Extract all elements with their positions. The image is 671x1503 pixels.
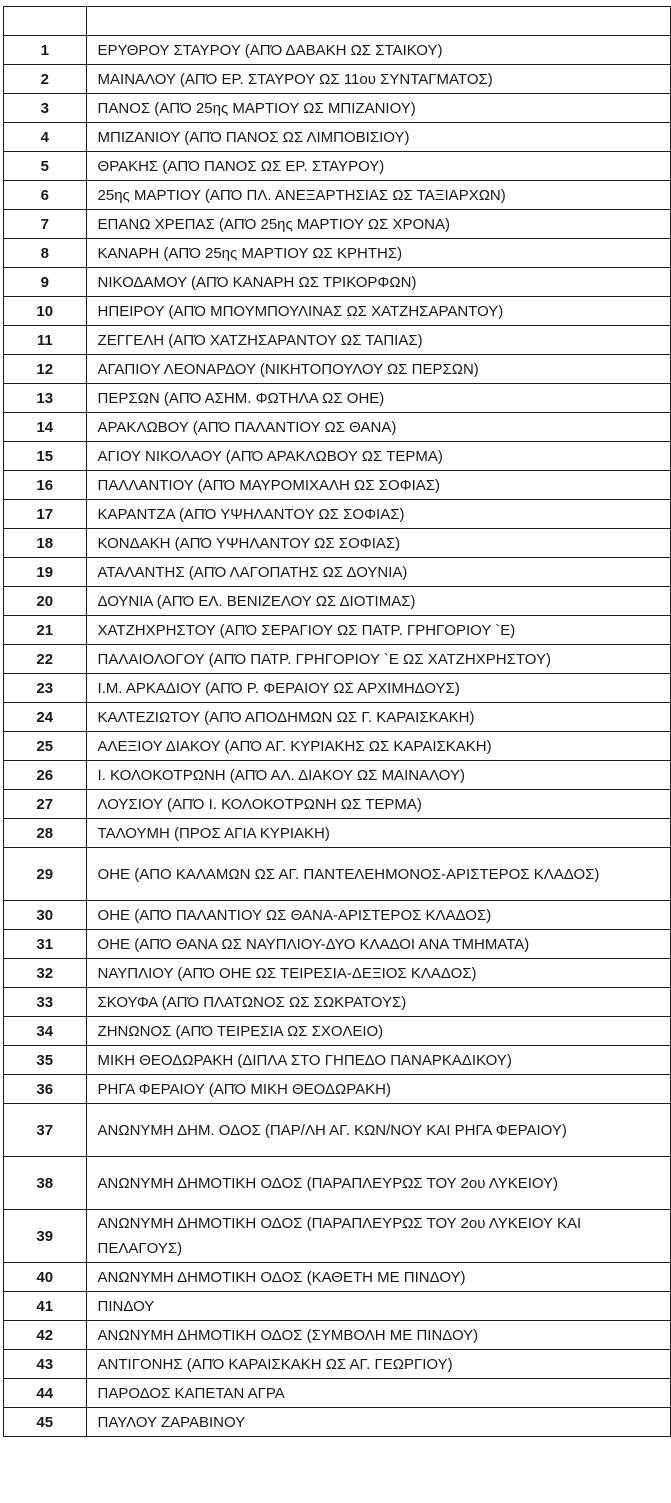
header-description-cell <box>86 7 670 36</box>
row-number-cell: 36 <box>4 1075 87 1104</box>
street-description-cell: ΚΑΡΑΝΤΖΑ (ΑΠΌ ΥΨΗΛΑΝΤΟΥ ΩΣ ΣΟΦΙΑΣ) <box>86 500 670 529</box>
row-number-cell: 31 <box>4 930 87 959</box>
table-row <box>4 790 671 819</box>
street-description-cell: ΠΑΝΟΣ (ΑΠΌ 25ης ΜΑΡΤΙΟΥ ΩΣ ΜΠΙΖΑΝΙΟΥ) <box>86 94 670 123</box>
table-row <box>4 1379 671 1408</box>
street-description-cell: ΑΝΩΝΥΜΗ ΔΗΜΟΤΙΚΗ ΟΔΟΣ (ΠΑΡΑΠΛΕΥΡΩΣ ΤΟΥ 2ου ΛΥΚΕΙΟΥ) <box>86 1157 670 1210</box>
row-number-cell: 14 <box>4 413 87 442</box>
street-list-table <box>3 6 671 1437</box>
street-description-cell: ΗΠΕΙΡΟΥ (ΑΠΌ ΜΠΟΥΜΠΟΥΛΙΝΑΣ ΩΣ ΧΑΤΖΗΣΑΡΑΝΤΟΥ) <box>86 297 670 326</box>
row-number-cell: 27 <box>4 790 87 819</box>
street-description-cell: ΠΑΛΑΙΟΛΟΓΟΥ (ΑΠΌ ΠΑΤΡ. ΓΡΗΓΟΡΙΟΥ `Ε ΩΣ ΧΑΤΖΗΧΡΗΣΤΟΥ) <box>86 645 670 674</box>
table-row <box>4 761 671 790</box>
street-description-cell: ΟΗΕ (ΑΠΟ ΚΑΛΑΜΩΝ ΩΣ ΑΓ. ΠΑΝΤΕΛΕΗΜΟΝΟΣ-ΑΡΙΣΤΕΡΟΣ ΚΛΑΔΟΣ) <box>86 848 670 901</box>
street-description-cell: ΜΠΙΖΑΝΙΟΥ (ΑΠΌ ΠΑΝΟΣ ΩΣ ΛΙΜΠΟΒΙΣΙΟΥ) <box>86 123 670 152</box>
street-description-cell: ΡΗΓΑ ΦΕΡΑΙΟΥ (ΑΠΌ ΜΙΚΗ ΘΕΟΔΩΡΑΚΗ) <box>86 1075 670 1104</box>
table-row <box>4 1157 671 1210</box>
row-number-cell: 37 <box>4 1104 87 1157</box>
table-row <box>4 471 671 500</box>
street-description-cell: ΣΚΟΥΦΑ (ΑΠΌ ΠΛΑΤΩΝΟΣ ΩΣ ΣΩΚΡΑΤΟΥΣ) <box>86 988 670 1017</box>
table-row <box>4 558 671 587</box>
row-number-cell: 43 <box>4 1350 87 1379</box>
table-row <box>4 326 671 355</box>
table-row <box>4 1104 671 1157</box>
street-description-cell: ΑΝΩΝΥΜΗ ΔΗΜΟΤΙΚΗ ΟΔΟΣ (ΣΥΜΒΟΛΗ ΜΕ ΠΙΝΔΟΥ) <box>86 1321 670 1350</box>
table-row <box>4 181 671 210</box>
table-row <box>4 65 671 94</box>
street-description-cell: ΛΟΥΣΙΟΥ (ΑΠΌ Ι. ΚΟΛΟΚΟΤΡΩΝΗ ΩΣ ΤΕΡΜΑ) <box>86 790 670 819</box>
table-row <box>4 1210 671 1263</box>
row-number-cell: 45 <box>4 1408 87 1437</box>
row-number-cell: 29 <box>4 848 87 901</box>
street-description-cell: ΖΗΝΩΝΟΣ (ΑΠΌ ΤΕΙΡΕΣΙΑ ΩΣ ΣΧΟΛΕΙΟ) <box>86 1017 670 1046</box>
table-row <box>4 988 671 1017</box>
street-description-cell: ΚΑΛΤΕΖΙΩΤΟΥ (ΑΠΌ ΑΠΟΔΗΜΩΝ ΩΣ Γ. ΚΑΡΑΙΣΚΑΚΗ) <box>86 703 670 732</box>
table-body <box>4 7 671 1437</box>
table-row <box>4 616 671 645</box>
table-row <box>4 1292 671 1321</box>
table-row <box>4 848 671 901</box>
table-row <box>4 587 671 616</box>
table-row <box>4 442 671 471</box>
table-row <box>4 239 671 268</box>
table-row <box>4 674 671 703</box>
table-row <box>4 529 671 558</box>
street-description-cell: ΚΑΝΑΡΗ (ΑΠΌ 25ης ΜΑΡΤΙΟΥ ΩΣ ΚΡΗΤΗΣ) <box>86 239 670 268</box>
street-description-cell: ΤΑΛΟΥΜΗ (ΠΡΟΣ ΑΓΙΑ ΚΥΡΙΑΚΗ) <box>86 819 670 848</box>
table-row <box>4 1408 671 1437</box>
table-row <box>4 1263 671 1292</box>
table-row <box>4 1321 671 1350</box>
street-description-cell: ΜΑΙΝΑΛΟΥ (ΑΠΌ ΕΡ. ΣΤΑΥΡΟΥ ΩΣ 11ου ΣΥΝΤΑΓΜΑΤΟΣ) <box>86 65 670 94</box>
table-row <box>4 930 671 959</box>
street-description-cell: ΝΑΥΠΛΙΟΥ (ΑΠΌ ΟΗΕ ΩΣ ΤΕΙΡΕΣΙΑ-ΔΕΞΙΟΣ ΚΛΑΔΟΣ) <box>86 959 670 988</box>
row-number-cell: 33 <box>4 988 87 1017</box>
street-description-cell: ΑΤΑΛΑΝΤΗΣ (ΑΠΌ ΛΑΓΟΠΑΤΗΣ ΩΣ ΔΟΥΝΙΑ) <box>86 558 670 587</box>
row-number-cell: 35 <box>4 1046 87 1075</box>
header-number-cell <box>4 7 87 36</box>
row-number-cell: 39 <box>4 1210 87 1263</box>
street-description-cell: ΑΝΩΝΥΜΗ ΔΗΜ. ΟΔΟΣ (ΠΑΡ/ΛΗ ΑΓ. ΚΩΝ/ΝΟΥ ΚΑΙ ΡΗΓΑ ΦΕΡΑΙΟΥ) <box>86 1104 670 1157</box>
row-number-cell: 38 <box>4 1157 87 1210</box>
row-number-cell: 26 <box>4 761 87 790</box>
row-number-cell: 15 <box>4 442 87 471</box>
row-number-cell: 5 <box>4 152 87 181</box>
row-number-cell: 20 <box>4 587 87 616</box>
row-number-cell: 11 <box>4 326 87 355</box>
table-row <box>4 210 671 239</box>
table-row <box>4 413 671 442</box>
row-number-cell: 6 <box>4 181 87 210</box>
street-description-cell: ΟΗΕ (ΑΠΌ ΠΑΛΑΝΤΙΟΥ ΩΣ ΘΑΝΑ-ΑΡΙΣΤΕΡΟΣ ΚΛΑΔΟΣ) <box>86 901 670 930</box>
table-row <box>4 36 671 65</box>
row-number-cell: 18 <box>4 529 87 558</box>
table-row <box>4 297 671 326</box>
street-description-cell: ΘΡΑΚΗΣ (ΑΠΌ ΠΑΝΟΣ ΩΣ ΕΡ. ΣΤΑΥΡΟΥ) <box>86 152 670 181</box>
table-row <box>4 355 671 384</box>
row-number-cell: 16 <box>4 471 87 500</box>
row-number-cell: 34 <box>4 1017 87 1046</box>
table-row <box>4 152 671 181</box>
table-row <box>4 645 671 674</box>
street-description-cell: ΑΝΩΝΥΜΗ ΔΗΜΟΤΙΚΗ ΟΔΟΣ (ΠΑΡΑΠΛΕΥΡΩΣ ΤΟΥ 2ου ΛΥΚΕΙΟΥ ΚΑΙ ΠΕΛΑΓΟΥΣ) <box>86 1210 670 1263</box>
street-description-cell: Ι. ΚΟΛΟΚΟΤΡΩΝΗ (ΑΠΌ ΑΛ. ΔΙΑΚΟΥ ΩΣ ΜΑΙΝΑΛΟΥ) <box>86 761 670 790</box>
street-description-cell: ΜΙΚΗ ΘΕΟΔΩΡΑΚΗ (ΔΙΠΛΑ ΣΤΟ ΓΗΠΕΔΟ ΠΑΝΑΡΚΑΔΙΚΟΥ) <box>86 1046 670 1075</box>
street-description-cell: ΖΕΓΓΕΛΗ (ΑΠΌ ΧΑΤΖΗΣΑΡΑΝΤΟΥ ΩΣ ΤΑΠΙΑΣ) <box>86 326 670 355</box>
street-description-cell: ΑΝΩΝΥΜΗ ΔΗΜΟΤΙΚΗ ΟΔΟΣ (ΚΑΘΕΤΗ ΜΕ ΠΙΝΔΟΥ) <box>86 1263 670 1292</box>
street-description-cell: ΑΓΙΟΥ ΝΙΚΟΛΑΟΥ (ΑΠΌ ΑΡΑΚΛΩΒΟΥ ΩΣ ΤΕΡΜΑ) <box>86 442 670 471</box>
row-number-cell: 8 <box>4 239 87 268</box>
row-number-cell: 19 <box>4 558 87 587</box>
street-description-cell: ΑΡΑΚΛΩΒΟΥ (ΑΠΌ ΠΑΛΑΝΤΙΟΥ ΩΣ ΘΑΝΑ) <box>86 413 670 442</box>
table-row <box>4 959 671 988</box>
row-number-cell: 17 <box>4 500 87 529</box>
row-number-cell: 30 <box>4 901 87 930</box>
row-number-cell: 13 <box>4 384 87 413</box>
row-number-cell: 10 <box>4 297 87 326</box>
table-row <box>4 123 671 152</box>
table-row <box>4 732 671 761</box>
row-number-cell: 28 <box>4 819 87 848</box>
row-number-cell: 41 <box>4 1292 87 1321</box>
row-number-cell: 3 <box>4 94 87 123</box>
street-description-cell: ΕΠΑΝΩ ΧΡΕΠΑΣ (ΑΠΌ 25ης ΜΑΡΤΙΟΥ ΩΣ ΧΡΟΝΑ) <box>86 210 670 239</box>
table-row <box>4 500 671 529</box>
street-description-cell: ΑΝΤΙΓΟΝΗΣ (ΑΠΌ ΚΑΡΑΙΣΚΑΚΗ ΩΣ ΑΓ. ΓΕΩΡΓΙΟΥ) <box>86 1350 670 1379</box>
street-description-cell: ΠΑΥΛΟΥ ΖΑΡΑΒΙΝΟΥ <box>86 1408 670 1437</box>
row-number-cell: 40 <box>4 1263 87 1292</box>
table-row <box>4 901 671 930</box>
row-number-cell: 21 <box>4 616 87 645</box>
table-row <box>4 1017 671 1046</box>
row-number-cell: 24 <box>4 703 87 732</box>
street-description-cell: ΟΗΕ (ΑΠΌ ΘΑΝΑ ΩΣ ΝΑΥΠΛΙΟΥ-ΔΥΟ ΚΛΑΔΟΙ ΑΝΑ ΤΜΗΜΑΤΑ) <box>86 930 670 959</box>
street-description-cell: ΚΟΝΔΑΚΗ (ΑΠΌ ΥΨΗΛΑΝΤΟΥ ΩΣ ΣΟΦΙΑΣ) <box>86 529 670 558</box>
row-number-cell: 23 <box>4 674 87 703</box>
row-number-cell: 2 <box>4 65 87 94</box>
street-description-cell: Ι.Μ. ΑΡΚΑΔΙΟΥ (ΑΠΌ Ρ. ΦΕΡΑΙΟΥ ΩΣ ΑΡΧΙΜΗΔΟΥΣ) <box>86 674 670 703</box>
row-number-cell: 22 <box>4 645 87 674</box>
street-description-cell: ΠΑΛΛΑΝΤΙΟΥ (ΑΠΌ ΜΑΥΡΟΜΙΧΑΛΗ ΩΣ ΣΟΦΙΑΣ) <box>86 471 670 500</box>
table-row <box>4 1350 671 1379</box>
row-number-cell: 9 <box>4 268 87 297</box>
street-description-cell: ΧΑΤΖΗΧΡΗΣΤΟΥ (ΑΠΌ ΣΕΡΑΓΙΟΥ ΩΣ ΠΑΤΡ. ΓΡΗΓΟΡΙΟΥ `Ε) <box>86 616 670 645</box>
row-number-cell: 44 <box>4 1379 87 1408</box>
street-description-cell: ΠΑΡΟΔΟΣ ΚΑΠΕΤΑΝ ΑΓΡΑ <box>86 1379 670 1408</box>
table-row <box>4 384 671 413</box>
row-number-cell: 7 <box>4 210 87 239</box>
table-row <box>4 1075 671 1104</box>
row-number-cell: 4 <box>4 123 87 152</box>
street-description-cell: ΔΟΥΝΙΑ (ΑΠΌ ΕΛ. ΒΕΝΙΖΕΛΟΥ ΩΣ ΔΙΟΤΙΜΑΣ) <box>86 587 670 616</box>
row-number-cell: 32 <box>4 959 87 988</box>
table-row <box>4 1046 671 1075</box>
row-number-cell: 42 <box>4 1321 87 1350</box>
table-row <box>4 819 671 848</box>
street-description-cell: ΑΛΕΞΙΟΥ ΔΙΑΚΟΥ (ΑΠΌ ΑΓ. ΚΥΡΙΑΚΗΣ ΩΣ ΚΑΡΑΙΣΚΑΚΗ) <box>86 732 670 761</box>
row-number-cell: 12 <box>4 355 87 384</box>
row-number-cell: 1 <box>4 36 87 65</box>
table-row <box>4 94 671 123</box>
street-description-cell: ΠΙΝΔΟΥ <box>86 1292 670 1321</box>
table-row <box>4 703 671 732</box>
street-description-cell: ΕΡΥΘΡΟΥ ΣΤΑΥΡΟΥ (ΑΠΌ ΔΑΒΑΚΗ ΩΣ ΣΤΑΙΚΟΥ) <box>86 36 670 65</box>
row-number-cell: 25 <box>4 732 87 761</box>
street-description-cell: 25ης ΜΑΡΤΙΟΥ (ΑΠΌ ΠΛ. ΑΝΕΞΑΡΤΗΣΙΑΣ ΩΣ ΤΑΞΙΑΡΧΩΝ) <box>86 181 670 210</box>
street-description-cell: ΑΓΑΠΙΟΥ ΛΕΟΝΑΡΔΟΥ (ΝΙΚΗΤΟΠΟΥΛΟΥ ΩΣ ΠΕΡΣΩΝ) <box>86 355 670 384</box>
table-row <box>4 268 671 297</box>
header-row <box>4 7 671 36</box>
street-description-cell: ΝΙΚΟΔΑΜΟΥ (ΑΠΌ ΚΑΝΑΡΗ ΩΣ ΤΡΙΚΟΡΦΩΝ) <box>86 268 670 297</box>
street-description-cell: ΠΕΡΣΩΝ (ΑΠΌ ΑΣΗΜ. ΦΩΤΗΛΑ ΩΣ ΟΗΕ) <box>86 384 670 413</box>
